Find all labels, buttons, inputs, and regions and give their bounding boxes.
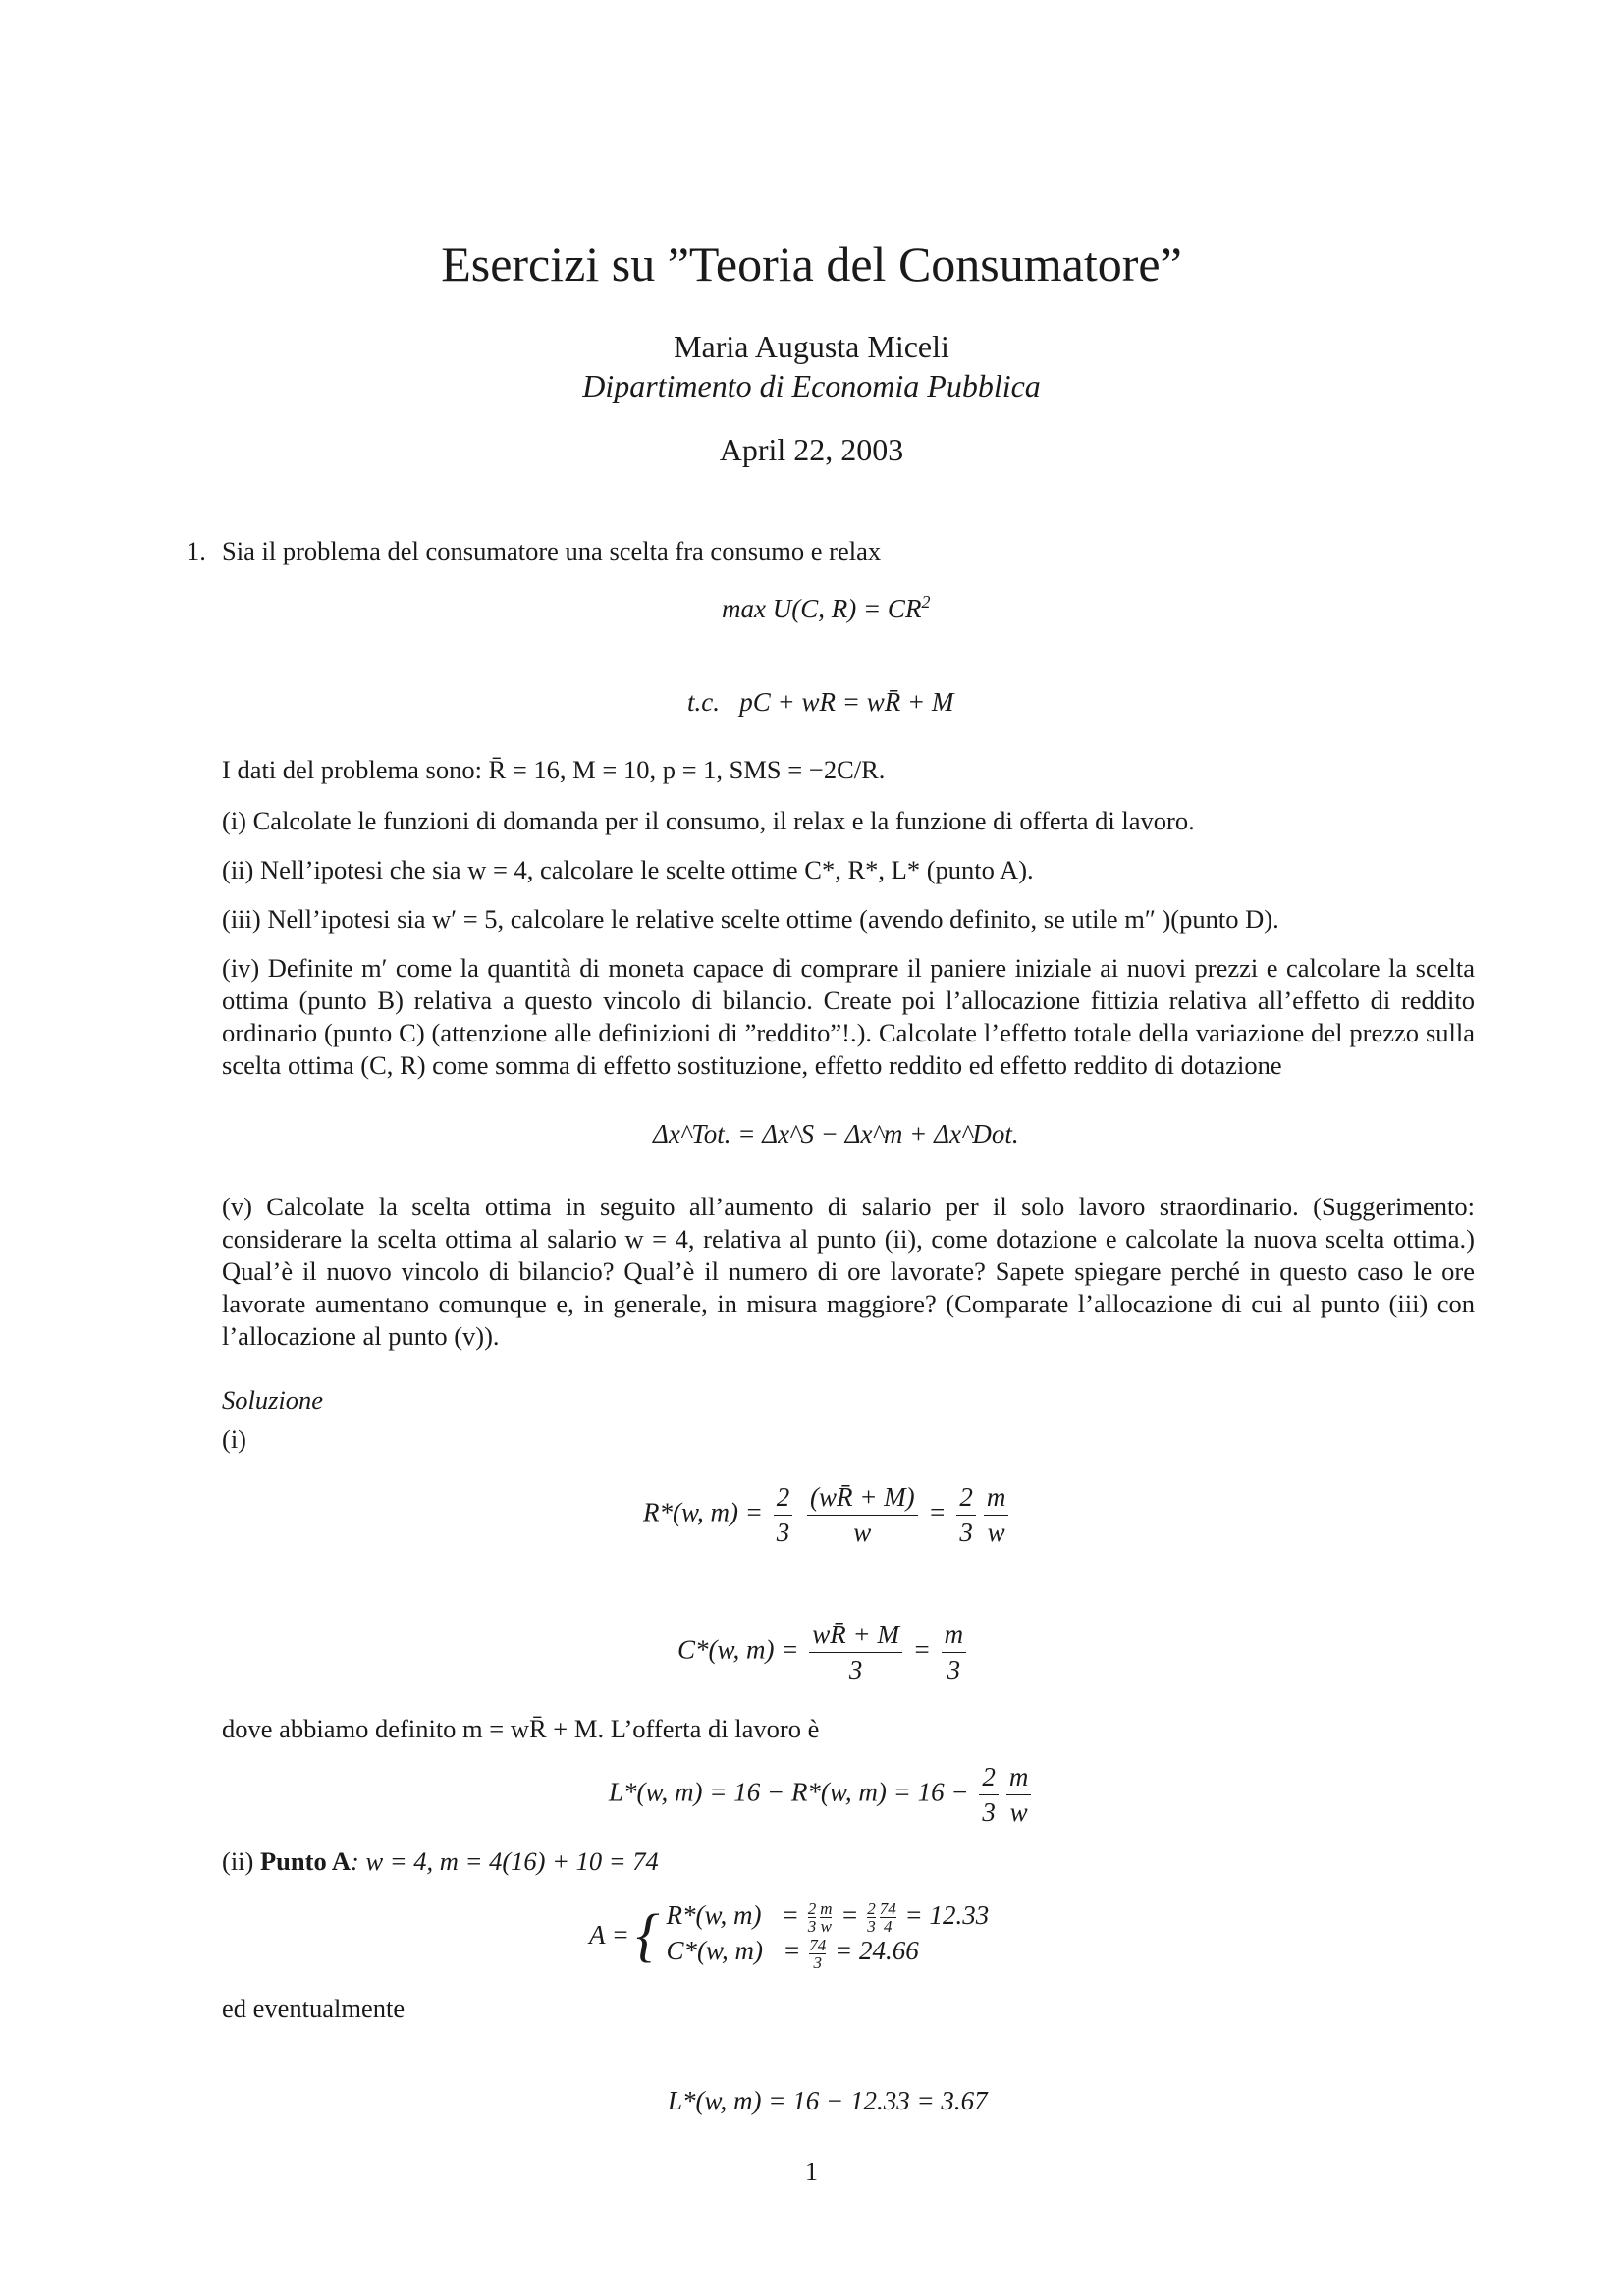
exercise-number: 1. [187,536,206,565]
c-star-equation: C*(w, m) = $\frac{wR̄ + M}{3}$ = $\frac{m}{3}$ [677,1620,970,1685]
labor-final-equation: L*(w, m) = 16 − 12.33 = 3.67 [668,2086,988,2115]
exercise-intro: Sia il problema del consumatore una scelta fra consumo e relax [222,536,882,565]
question-v: (v) Calcolate la scelta ottima in seguito all’aumento di salario per il solo lavoro straordinario. (Suggerimento: considerare la scelta ottima al salario w = 4, relativa al punto (ii), come dotazione e calcolate la nuova scelta ottima.) Qual’è il nuovo vincolo di bilancio? Qual’è il numero di ore lavorate? Sapete spiegare perché in questo caso le ore lavorate aumentano comunque e, in generale, in misura maggiore? (Comparate l’allocazione di cui al punto (iii) con l’allocazione al punto (v)). [222,1192,1475,1351]
question-iv: (iv) Definite m′ come la quantità di moneta capace di comprare il paniere iniziale ai nuovi prezzi e calcolare la scelta ottima (punto B) relativa a questo vincolo di bilancio. Create poi l’allocazione fittizia relativa all’effetto di reddito ordinario (punto C) (attenzione alle definizioni di ”reddito”!.). Calcolate l’effetto totale della variazione del prezzo sulla scelta ottima (C, R) come somma di effetto sostituzione, effetto reddito ed effetto reddito di dotazione [222,953,1475,1080]
page-number: 1 [805,2158,818,2186]
question-ii: (ii) Nell’ipotesi che sia w = 4, calcolare le scelte ottime C*, R*, L* (punto A). [222,855,1034,884]
budget-constraint: t.c. pC + wR = wR̄ + M [687,687,954,717]
total-effect-equation: Δx^Tot. = Δx^S − Δx^m + Δx^Dot. [653,1119,1019,1148]
solution-part-i: (i) [222,1424,247,1454]
author-name: Maria Augusta Miceli [674,329,949,364]
problem-data: I dati del problema sono: R̄ = 16, M = 10, p = 1, SMS = −2C/R. [222,755,886,784]
paper-date: April 22, 2003 [719,432,904,467]
eventually-text: ed eventualmente [222,1994,406,2023]
define-m-text: dove abbiamo definito m = wR̄ + M. L’offerta di lavoro è [222,1714,820,1743]
question-iii: (iii) Nell’ipotesi sia w′ = 5, calcolare le relative scelte ottime (avendo definito, se utile m″ )(punto D). [222,904,1279,934]
question-i: (i) Calcolate le funzioni di domanda per il consumo, il relax e la funzione di offerta di lavoro. [222,806,1195,835]
r-star-equation: R*(w, m) = $\frac{2}{3}$ $\frac{(wR̄ + M)}{w}$ = $\frac{2}{3}$ $\frac{m}{w}$ [643,1482,1012,1548]
point-a-system: A = { R*(w, m) = $\frac{2}{3}$ $\frac{m}{w}$ = $\frac{2}{3}$ $\frac{74}{4}$ = 12.33 C*(w, m) = $\frac{74}{3}$ = 24.66 [589,1899,990,1972]
paper-title: Esercizi su ”Teoria del Consumatore” [441,237,1182,292]
solution-heading: Soluzione [222,1385,324,1415]
solution-part-ii: (ii) Punto A: w = 4, m = 4(16) + 10 = 74 [222,1846,659,1876]
labor-supply-equation: L*(w, m) = 16 − R*(w, m) = 16 − $\frac{2}{3}$ $\frac{m}{w}$ [609,1762,1035,1828]
objective-function: max U(C, $R) = CR^2$ [722,592,931,623]
author-affiliation: Dipartimento di Economia Pubblica [582,368,1041,403]
